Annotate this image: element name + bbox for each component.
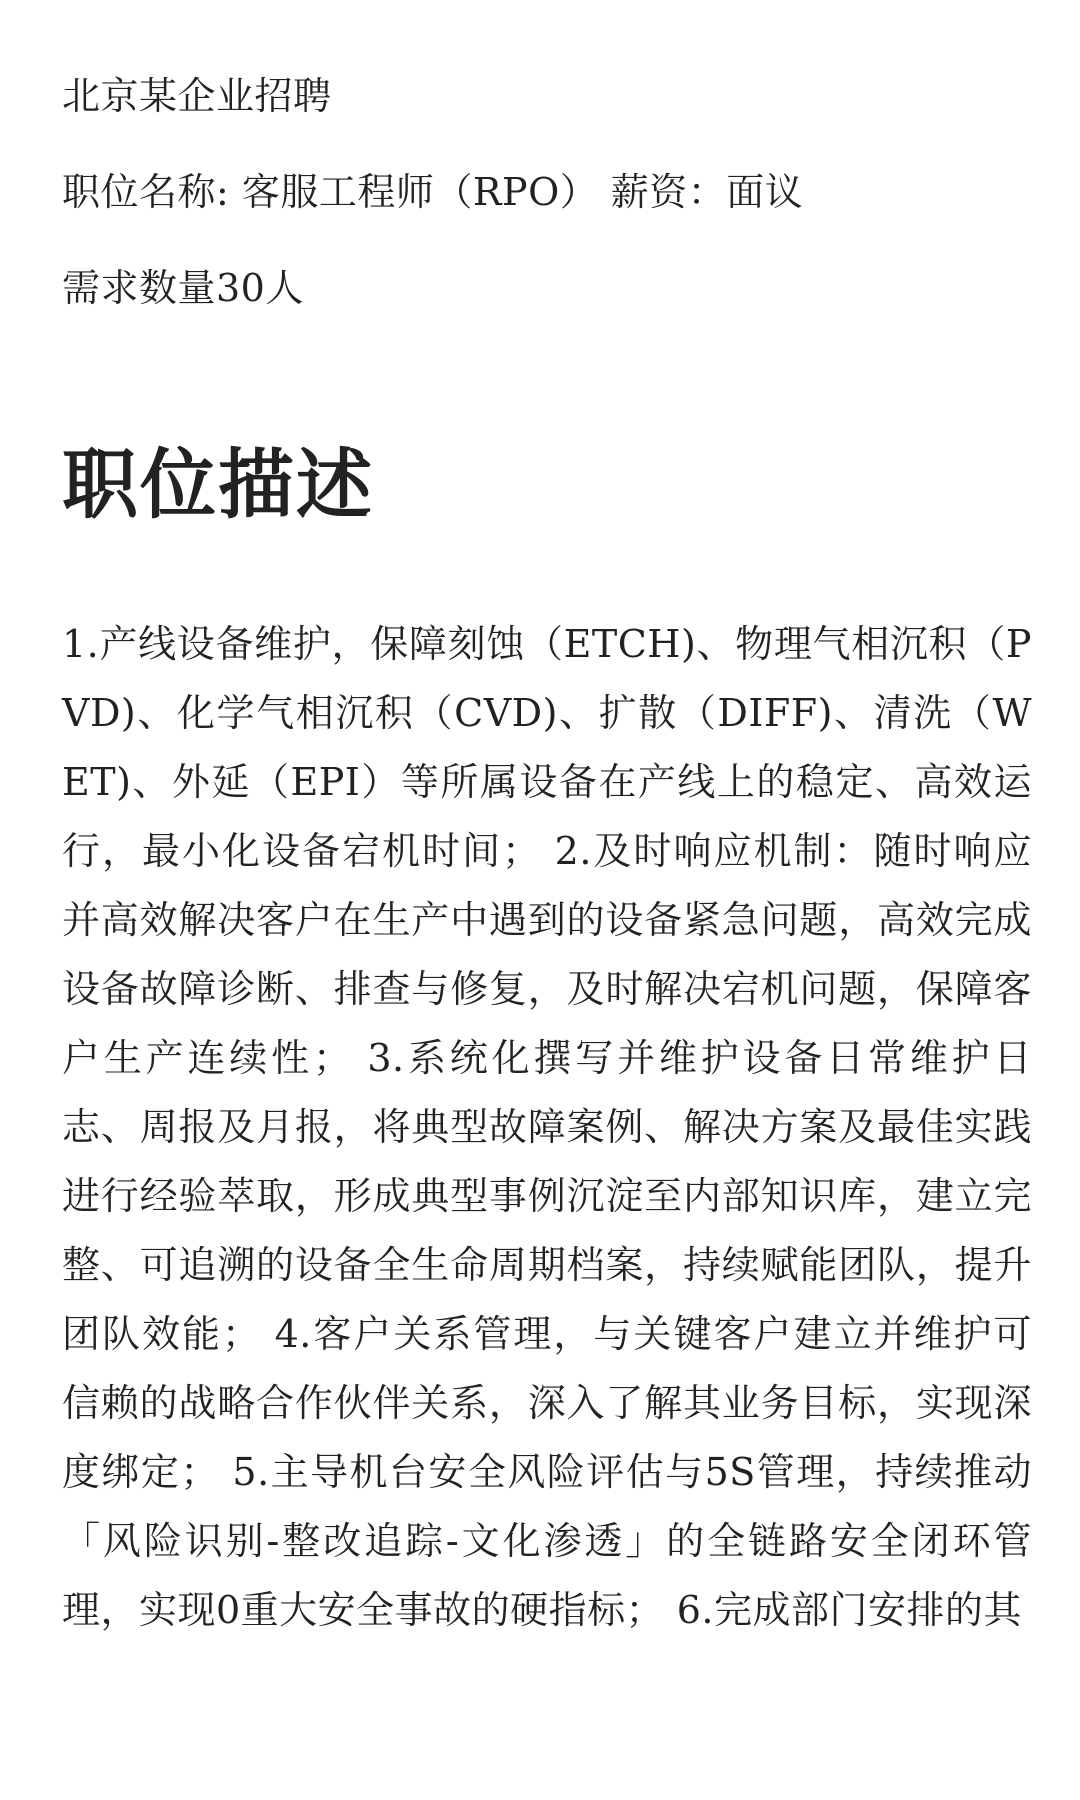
company-line: 北京某企业招聘 xyxy=(62,74,332,118)
position-salary-line: 职位名称: 客服工程师（RPO） 薪资：面议 xyxy=(62,170,804,214)
job-description-text: 1.产线设备维护，保障刻蚀（ETCH)、物理气相沉积（PVD)、化学气相沉积（CVD)、扩散（DIFF)、清洗（WET)、外延（EPI）等所属设备在产线上的稳定、高效运行，最小化设备宕机时间； 2.及时响应机制：随时响应并高效解决客户在生产中遇到的设备紧急问题，高效完成设备故障诊断、排查与修复，及时解决宕机问题，保障客户生产连续性； 3.系统化撰写并维护设备日常维护日志、周报及月报，将典型故障案例、解决方案及最佳实践进行经验萃取，形成典型事例沉淀至内部知识库，建立完整、可追溯的设备全生命周期档案，持续赋能团队，提升团队效能； 4.客户关系管理，与关键客户建立并维护可信赖的战略合作伙伴关系，深入了解其业务目标，实现深度绑定； 5.主导机台安全风险评估与5S管理，持续推动「风险识别-整改追踪-文化渗透」的全链路安全闭环管理，实现0重大安全事故的硬指标； 6.完成部门安排的其 xyxy=(62,622,1032,1632)
section-title: 职位描述 xyxy=(62,440,374,529)
headcount-line: 需求数量30人 xyxy=(62,266,304,310)
